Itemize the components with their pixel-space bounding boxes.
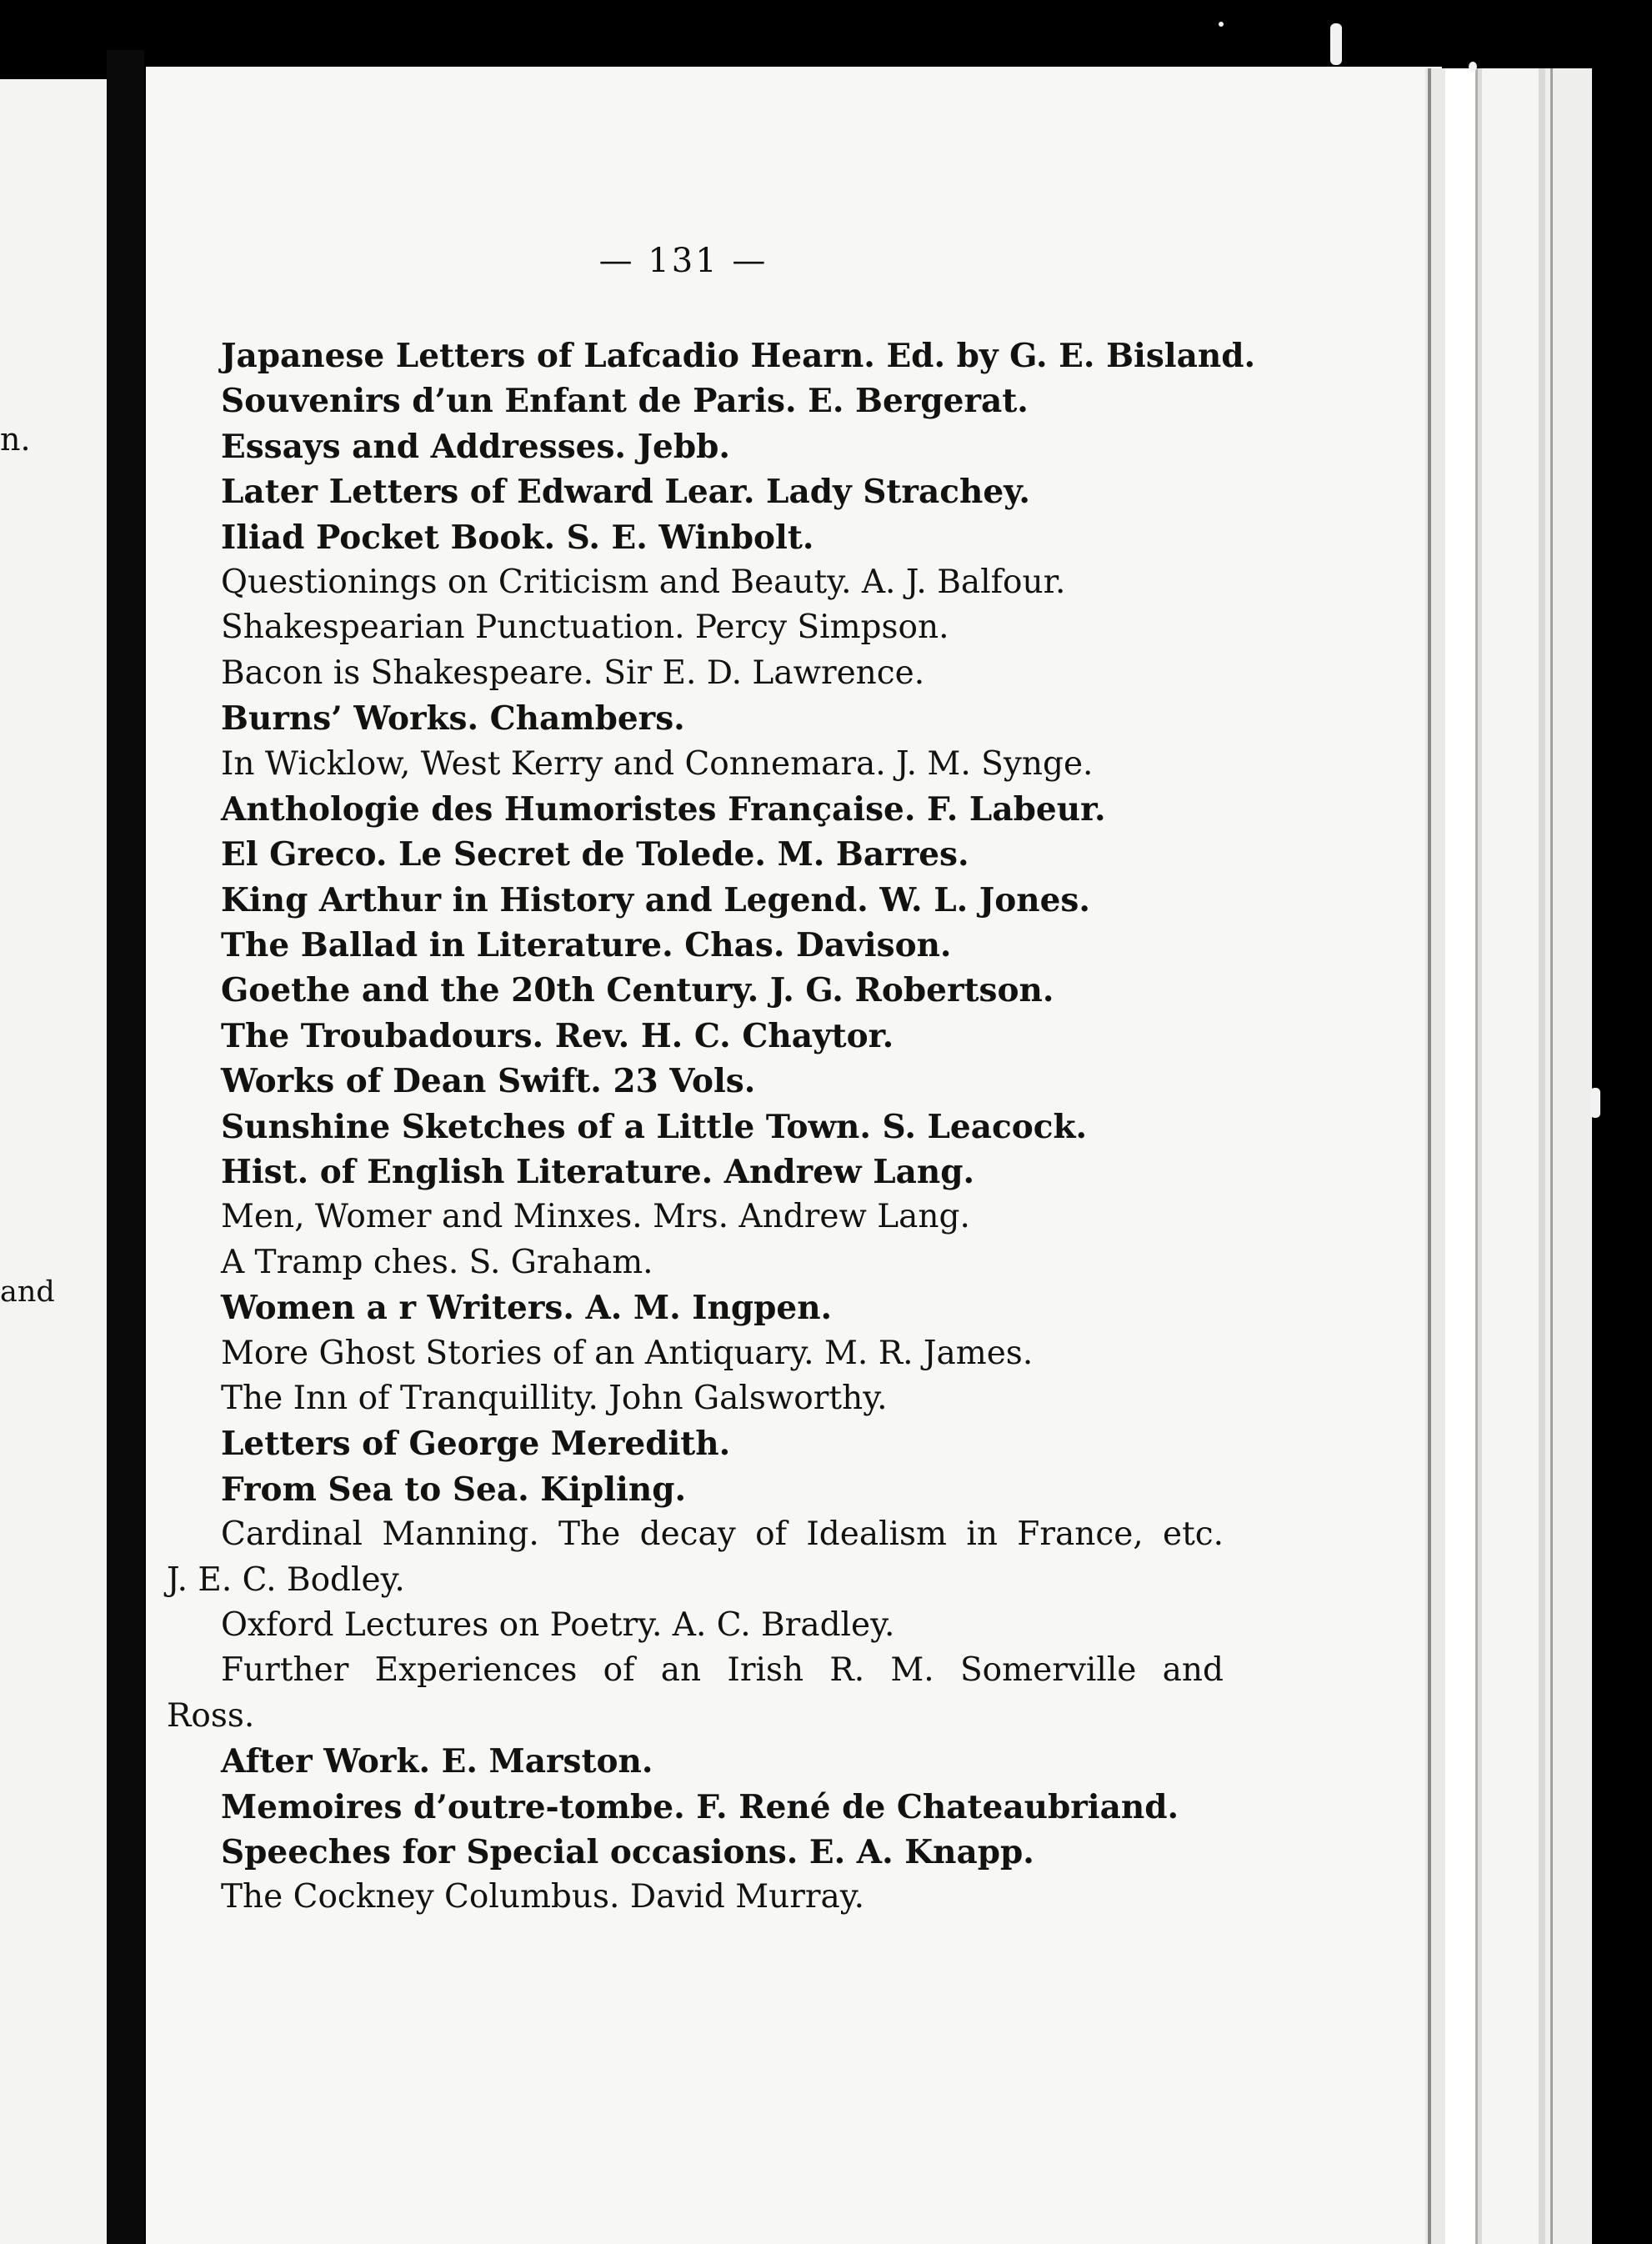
book-entry: A Tramp ches. S. Graham. [221,1243,653,1281]
book-entry: Essays and Addresses. Jebb. [221,427,730,466]
book-entry-text: Cardinal Manning. The decay of Idealism in France, etc. [221,1515,1224,1554]
book-entry: Anthologie des Humoristes Française. F. Labeur. [221,789,1106,829]
page-number: — 131 — [598,242,768,280]
book-entry: Hist. of English Literature. Andrew Lang. [221,1153,975,1192]
book-entry: The Troubadours. Rev. H. C. Chaytor. [221,1016,894,1055]
book-entry: The Cockney Columbus. David Murray. [221,1878,865,1916]
book-entry: In Wicklow, West Kerry and Connemara. J. M. Synge. [221,744,1094,783]
book-entry: King Arthur in History and Legend. W. L. Jones. [221,880,1090,919]
book-entry: Bacon is Shakespeare. Sir E. D. Lawrence. [221,654,925,692]
book-entry: The Inn of Tranquillity. John Galsworthy. [221,1379,888,1417]
book-entry: Speeches for Special occasions. E. A. Knapp. [221,1832,1034,1871]
book-entry: Goethe and the 20th Century. J. G. Robertson. [221,971,1054,1010]
book-entry: El Greco. Le Secret de Tolede. M. Barres. [221,835,969,874]
book-entry: More Ghost Stories of an Antiquary. M. R. James. [221,1334,1034,1372]
book-entry: Sunshine Sketches of a Little Town. S. Leacock. [221,1107,1088,1146]
book-entry: Japanese Letters of Lafcadio Hearn. Ed. by G. E. Bisland. [221,337,1256,375]
book-entry: Oxford Lectures on Poetry. A. C. Bradley. [221,1605,895,1644]
book-entry [167,1512,1224,1603]
book-entry-text: Further Experiences of an Irish R. M. Somerville and [221,1651,1224,1690]
book-entry: From Sea to Sea. Kipling. [221,1470,687,1509]
book-entry: The Ballad in Literature. Chas. Davison. [221,926,952,965]
book-entry: Shakespearian Punctuation. Percy Simpson. [221,609,949,647]
book-entry: Later Letters of Edward Lear. Lady Strachey. [221,473,1030,512]
book-entry: Burns’ Works. Chambers. [221,699,685,739]
book-entry: After Work. E. Marston. [221,1742,653,1781]
book-entry: Questionings on Criticism and Beauty. A. J. Balfour. [221,563,1066,601]
book-entry: Memoires d’outre-tombe. F. René de Chateaubriand. [221,1787,1179,1826]
scan-speck [1330,23,1342,65]
book-entry: Men, Womer and Minxes. Mrs. Andrew Lang. [221,1198,970,1236]
book-entry: Souvenirs d’un Enfant de Paris. E. Bergerat. [221,382,1029,421]
book-entry: Letters of George Meredith. [221,1425,731,1464]
scan-speck [1219,22,1224,27]
book-entry: Women a r Writers. A. M. Ingpen. [221,1289,833,1328]
bibliography-list [0,333,1417,1921]
left-page-fragment-and: and [0,1275,55,1309]
book-entry-continuation: Ross. [167,1696,255,1735]
book-entry-continuation: J. E. C. Bodley. [167,1560,405,1599]
book-entry: Iliad Pocket Book. S. E. Winbolt. [221,518,814,557]
scan-speck [1469,62,1477,72]
left-page-fragment-n: n. [0,421,31,458]
book-entry [167,1648,1224,1739]
book-entry: Works of Dean Swift. 23 Vols. [221,1062,756,1101]
